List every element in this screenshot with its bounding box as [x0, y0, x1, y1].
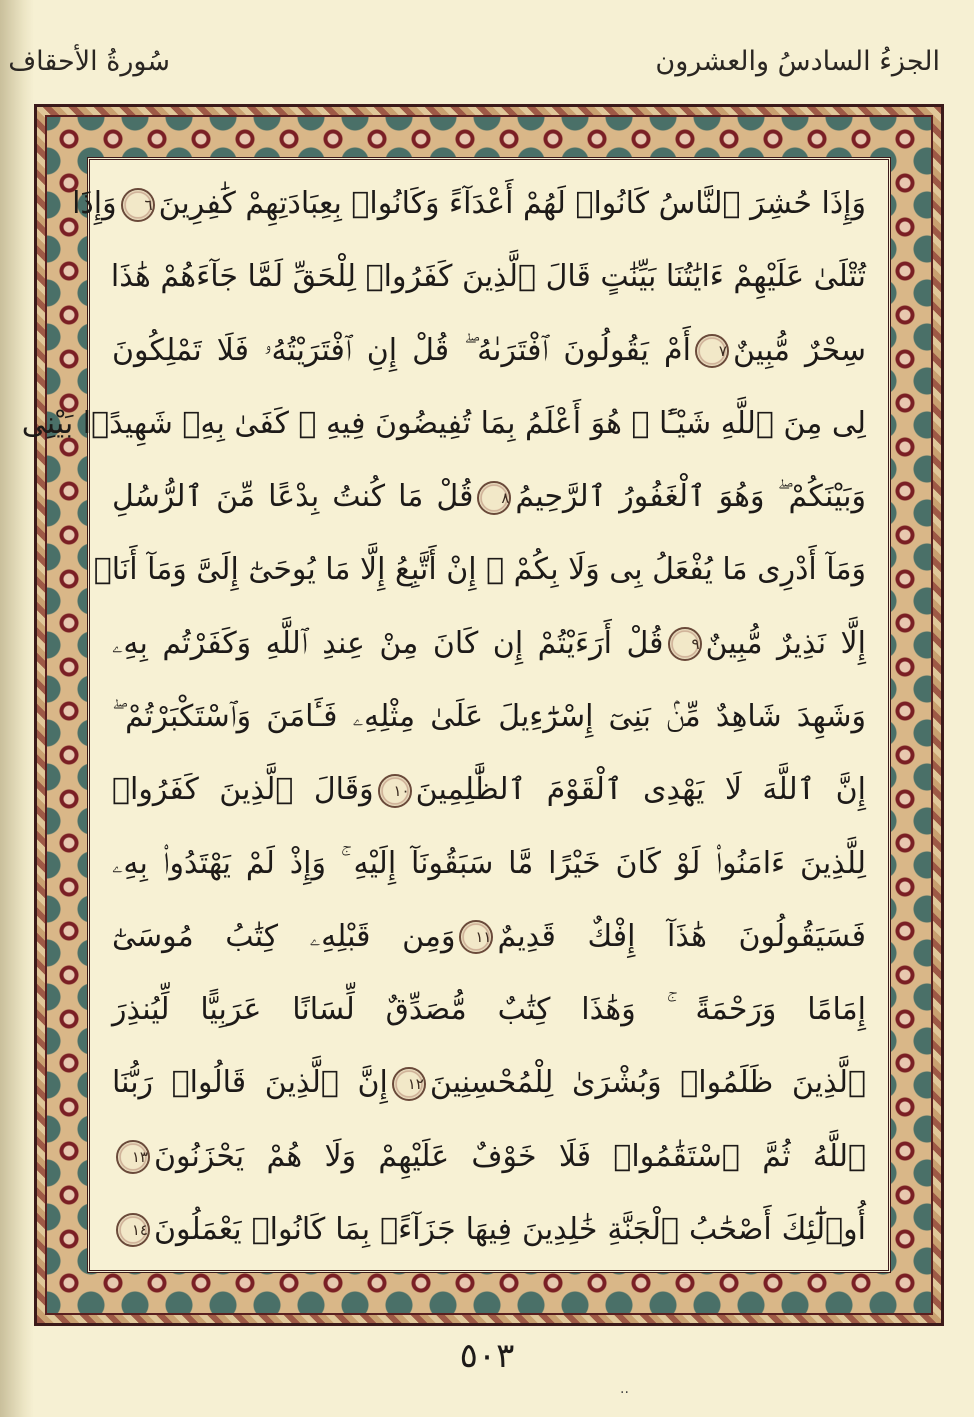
footer-dots: ·· — [620, 1385, 629, 1401]
ayah-text: وَإِذَا — [72, 186, 117, 221]
juz-title: الجزءُ السادسُ والعشرون — [655, 46, 940, 77]
ayah-text: وَشَهِدَ شَاهِدٌ مِّنۢ بَنِىٓ إِسْرَٰٓءِيلَ عَلَىٰ مِثْلِهِۦ فَـَٔامَنَ وَٱسْتَكْبَرْتُمْ ۖ — [112, 698, 866, 734]
ayah-line — [93, 540, 866, 600]
page-binding-edge — [0, 0, 34, 1417]
ayah-number-marker: ٧ — [695, 334, 729, 368]
ayah-text: إِمَامًا وَرَحْمَةً ۚ وَهَٰذَا كِتَٰبٌ مُّصَدِّقٌ لِّسَانًا عَرَبِيًّا لِّيُنذِرَ — [112, 992, 866, 1028]
ayah-text: سِحْرٌ مُّبِينٌ — [732, 332, 866, 368]
ayah-line — [112, 834, 866, 894]
ornamental-frame — [21, 104, 944, 1326]
ayah-line — [112, 321, 866, 381]
surah-title: سُورةُ الأحقاف — [8, 46, 170, 77]
ayah-number-marker: ٦ — [121, 188, 155, 222]
ayah-line — [112, 467, 866, 527]
ayah-line — [112, 1200, 866, 1260]
ayah-text: قُلْ أَرَءَيْتُمْ إِن كَانَ مِنْ عِندِ ٱللَّهِ وَكَفَرْتُم بِهِۦ — [112, 625, 664, 661]
ayah-text: فَسَيَقُولُونَ هَٰذَآ إِفْكٌ قَدِيمٌ — [497, 918, 866, 954]
ayah-line — [112, 687, 866, 747]
page-header — [8, 40, 940, 90]
ayah-line — [112, 1053, 866, 1113]
ayah-lines — [21, 174, 867, 1260]
ayah-text: ٱلَّذِينَ ظَلَمُوا۟ وَبُشْرَىٰ لِلْمُحْسِنِينَ — [429, 1065, 866, 1101]
ayah-text: وَمَآ أَدْرِى مَا يُفْعَلُ بِى وَلَا بِكُمْ ۖ إِنْ أَتَّبِعُ إِلَّا مَا يُوحَىٰٓ إِلَىَّ وَمَآ أَنَا۠ — [93, 552, 866, 588]
ayah-line — [112, 907, 866, 967]
ayah-number-marker: ١٠ — [378, 774, 412, 808]
ayah-number-marker: ١٣ — [116, 1140, 150, 1174]
ayah-line — [112, 614, 866, 674]
ayah-text: إِلَّا نَذِيرٌ مُّبِينٌ — [705, 625, 867, 661]
page-number: ٥٠٣ — [459, 1336, 515, 1376]
ayah-number-marker: ١٢ — [392, 1067, 426, 1101]
ayah-number-marker: ٩ — [668, 627, 702, 661]
ayah-text: ٱللَّهُ ثُمَّ ٱسْتَقَٰمُوا۟ فَلَا خَوْفٌ عَلَيْهِمْ وَلَا هُمْ يَحْزَنُونَ — [154, 1138, 866, 1174]
ayah-line — [112, 247, 866, 307]
ayah-text: وَإِذَا حُشِرَ ٱلنَّاسُ كَانُوا۟ لَهُمْ أَعْدَآءً وَكَانُوا۟ بِعِبَادَتِهِمْ كَٰفِرِينَ — [158, 186, 866, 221]
ayah-text: إِنَّ ٱللَّهَ لَا يَهْدِى ٱلْقَوْمَ ٱلظَّٰلِمِينَ — [415, 772, 866, 808]
ayah-text: تُتْلَىٰ عَلَيْهِمْ ءَايَٰتُنَا بَيِّنَٰتٍ قَالَ ٱلَّذِينَ كَفَرُوا۟ لِلْحَقِّ لَمَّا جَآءَهُمْ هَٰذَا — [110, 259, 866, 295]
quran-text-panel — [21, 157, 891, 1273]
ayah-text: وَقَالَ ٱلَّذِينَ كَفَرُوا۟ — [112, 772, 374, 808]
ayah-text: إِنَّ ٱلَّذِينَ قَالُوا۟ رَبُّنَا — [112, 1065, 388, 1101]
ayah-number-marker: ٨ — [477, 481, 511, 515]
ayah-line — [112, 760, 866, 820]
ayah-text: لِى مِنَ ٱللَّهِ شَيْـًٔا ۖ هُوَ أَعْلَمُ بِمَا تُفِيضُونَ فِيهِ ۖ كَفَىٰ بِهِۦ شَهِيدًۢا بَيْنِى — [21, 405, 866, 441]
ayah-text: وَبَيْنَكُمْ ۖ وَهُوَ ٱلْغَفُورُ ٱلرَّحِيمُ — [515, 479, 866, 515]
ayah-text: أَمْ يَقُولُونَ ٱفْتَرَىٰهُ ۖ قُلْ إِنِ ٱفْتَرَيْتُهُۥ فَلَا تَمْلِكُونَ — [112, 332, 691, 368]
ayah-text: وَمِن قَبْلِهِۦ كِتَٰبُ مُوسَىٰٓ — [112, 918, 456, 954]
ayah-text: لِلَّذِينَ ءَامَنُوا۟ لَوْ كَانَ خَيْرًا مَّا سَبَقُونَآ إِلَيْهِ ۚ وَإِذْ لَمْ يَهْتَدُوا۟ بِهِۦ — [112, 845, 866, 881]
ayah-line — [72, 174, 866, 234]
ayah-line — [21, 394, 866, 454]
ayah-line — [112, 1127, 866, 1187]
ayah-text: قُلْ مَا كُنتُ بِدْعًا مِّنَ ٱلرُّسُلِ — [112, 479, 474, 515]
ayah-line — [112, 980, 866, 1040]
ayah-text: أُو۟لَٰٓئِكَ أَصْحَٰبُ ٱلْجَنَّةِ خَٰلِدِينَ فِيهَا جَزَآءًۢ بِمَا كَانُوا۟ يَعْمَلُونَ — [154, 1211, 866, 1247]
ayah-number-marker: ١٤ — [116, 1213, 150, 1247]
ayah-number-marker: ١١ — [459, 920, 493, 954]
ornamental-border-band — [21, 115, 933, 1315]
